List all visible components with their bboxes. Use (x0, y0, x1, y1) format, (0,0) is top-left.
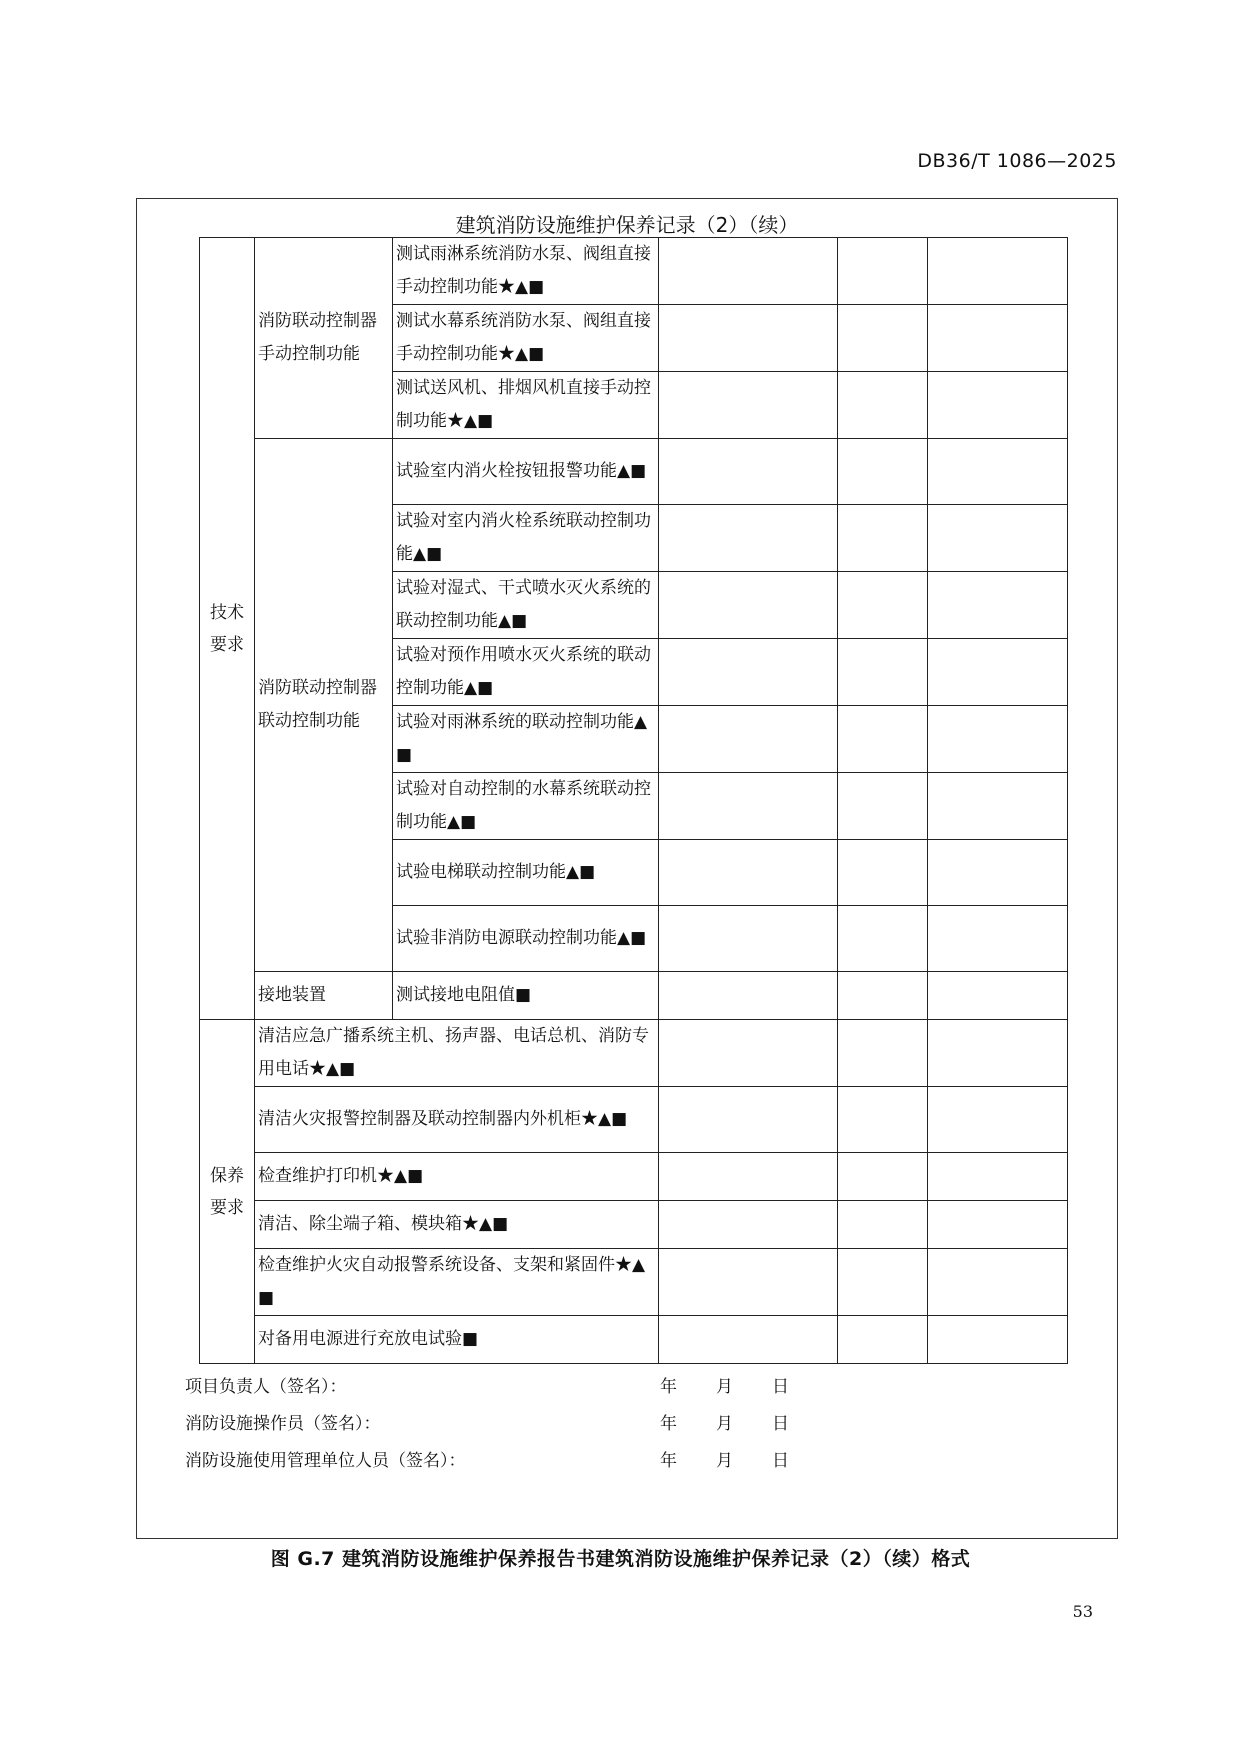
result-cell[interactable] (659, 372, 838, 439)
status-cell[interactable] (838, 1153, 928, 1201)
table-row (200, 1087, 1068, 1153)
signature-day: 日 (772, 1377, 789, 1397)
result-cell[interactable] (659, 906, 838, 972)
status-cell[interactable] (838, 1087, 928, 1153)
remark-cell[interactable] (928, 1316, 1068, 1364)
result-cell[interactable] (659, 439, 838, 505)
status-cell[interactable] (838, 840, 928, 906)
result-cell[interactable] (659, 1249, 838, 1316)
status-cell[interactable] (838, 906, 928, 972)
result-cell[interactable] (659, 972, 838, 1020)
result-cell[interactable] (659, 706, 838, 773)
record-frame (136, 198, 1118, 1539)
item-cell: 测试送风机、排烟风机直接手动控制功能★▲■ (393, 372, 659, 439)
remark-cell[interactable] (928, 372, 1068, 439)
result-cell[interactable] (659, 238, 838, 305)
group-linkage-control: 消防联动控制器联动控制功能 (255, 439, 393, 972)
signature-label: 项目负责人（签名）： (185, 1377, 347, 1397)
remark-cell[interactable] (928, 1087, 1068, 1153)
item-cell: 试验对室内消火栓系统联动控制功能▲■ (393, 505, 659, 572)
item-cell: 试验对自动控制的水幕系统联动控制功能▲■ (393, 773, 659, 840)
table-row (200, 1020, 1068, 1087)
remark-cell[interactable] (928, 1249, 1068, 1316)
item-cell: 试验室内消火栓按钮报警功能▲■ (393, 439, 659, 505)
item-cell: 试验对湿式、干式喷水灭火系统的联动控制功能▲■ (393, 572, 659, 639)
item-cell: 测试接地电阻值■ (393, 972, 659, 1020)
group-manual-control: 消防联动控制器手动控制功能 (255, 238, 393, 439)
signature-block (185, 1369, 1085, 1480)
remark-cell[interactable] (928, 238, 1068, 305)
result-cell[interactable] (659, 1020, 838, 1087)
item-cell: 检查维护火灾自动报警系统设备、支架和紧固件★▲■ (255, 1249, 659, 1316)
signature-month: 月 (716, 1451, 733, 1471)
signature-day: 日 (772, 1451, 789, 1471)
status-cell[interactable] (838, 1249, 928, 1316)
result-cell[interactable] (659, 840, 838, 906)
status-cell[interactable] (838, 505, 928, 572)
remark-cell[interactable] (928, 305, 1068, 372)
remark-cell[interactable] (928, 639, 1068, 706)
signature-label: 消防设施使用管理单位人员（签名）： (185, 1451, 466, 1471)
remark-cell[interactable] (928, 906, 1068, 972)
status-cell[interactable] (838, 238, 928, 305)
signature-day: 日 (772, 1414, 789, 1434)
category-technical: 技术要求 (200, 238, 255, 1020)
signature-row-operator (185, 1406, 1085, 1443)
status-cell[interactable] (838, 972, 928, 1020)
status-cell[interactable] (838, 1316, 928, 1364)
remark-cell[interactable] (928, 1153, 1068, 1201)
result-cell[interactable] (659, 639, 838, 706)
item-cell: 清洁应急广播系统主机、扬声器、电话总机、消防专用电话★▲■ (255, 1020, 659, 1087)
item-cell: 清洁火灾报警控制器及联动控制器内外机柜★▲■ (255, 1087, 659, 1153)
record-title: 建筑消防设施维护保养记录（2）（续） (455, 213, 799, 237)
signature-year: 年 (660, 1377, 677, 1397)
table-row (200, 1316, 1068, 1364)
signature-month: 月 (716, 1377, 733, 1397)
maintenance-record-table (199, 237, 1068, 1364)
signature-year: 年 (660, 1414, 677, 1434)
status-cell[interactable] (838, 1201, 928, 1249)
item-cell: 清洁、除尘端子箱、模块箱★▲■ (255, 1201, 659, 1249)
result-cell[interactable] (659, 572, 838, 639)
table-row (200, 238, 1068, 305)
table-row (200, 1153, 1068, 1201)
item-cell: 测试水幕系统消防水泵、阀组直接手动控制功能★▲■ (393, 305, 659, 372)
result-cell[interactable] (659, 1153, 838, 1201)
remark-cell[interactable] (928, 1020, 1068, 1087)
signature-year: 年 (660, 1451, 677, 1471)
result-cell[interactable] (659, 1316, 838, 1364)
document-code: DB36/T 1086—2025 (917, 150, 1117, 172)
remark-cell[interactable] (928, 972, 1068, 1020)
status-cell[interactable] (838, 639, 928, 706)
status-cell[interactable] (838, 372, 928, 439)
result-cell[interactable] (659, 305, 838, 372)
item-cell: 试验电梯联动控制功能▲■ (393, 840, 659, 906)
remark-cell[interactable] (928, 1201, 1068, 1249)
remark-cell[interactable] (928, 706, 1068, 773)
item-cell: 测试雨淋系统消防水泵、阀组直接手动控制功能★▲■ (393, 238, 659, 305)
page-number: 53 (1072, 1602, 1093, 1621)
item-cell: 对备用电源进行充放电试验■ (255, 1316, 659, 1364)
table-row (200, 439, 1068, 505)
status-cell[interactable] (838, 572, 928, 639)
remark-cell[interactable] (928, 572, 1068, 639)
item-cell: 检查维护打印机★▲■ (255, 1153, 659, 1201)
item-cell: 试验对雨淋系统的联动控制功能▲■ (393, 706, 659, 773)
remark-cell[interactable] (928, 505, 1068, 572)
remark-cell[interactable] (928, 439, 1068, 505)
status-cell[interactable] (838, 305, 928, 372)
result-cell[interactable] (659, 773, 838, 840)
status-cell[interactable] (838, 439, 928, 505)
item-cell: 试验非消防电源联动控制功能▲■ (393, 906, 659, 972)
signature-row-management-unit (185, 1443, 1085, 1480)
result-cell[interactable] (659, 1087, 838, 1153)
remark-cell[interactable] (928, 840, 1068, 906)
item-cell: 试验对预作用喷水灭火系统的联动控制功能▲■ (393, 639, 659, 706)
status-cell[interactable] (838, 706, 928, 773)
result-cell[interactable] (659, 505, 838, 572)
signature-label: 消防设施操作员（签名）： (185, 1414, 381, 1434)
signature-month: 月 (716, 1414, 733, 1434)
status-cell[interactable] (838, 1020, 928, 1087)
result-cell[interactable] (659, 1201, 838, 1249)
status-cell[interactable] (838, 773, 928, 840)
group-grounding: 接地装置 (255, 972, 393, 1020)
table-row (200, 1249, 1068, 1316)
table-row (200, 1201, 1068, 1249)
table-row (200, 972, 1068, 1020)
category-maintenance: 保养要求 (200, 1020, 255, 1364)
remark-cell[interactable] (928, 773, 1068, 840)
figure-caption: 图 G.7 建筑消防设施维护保养报告书建筑消防设施维护保养记录（2）（续）格式 (270, 1548, 971, 1570)
signature-row-project-lead (185, 1369, 1085, 1406)
